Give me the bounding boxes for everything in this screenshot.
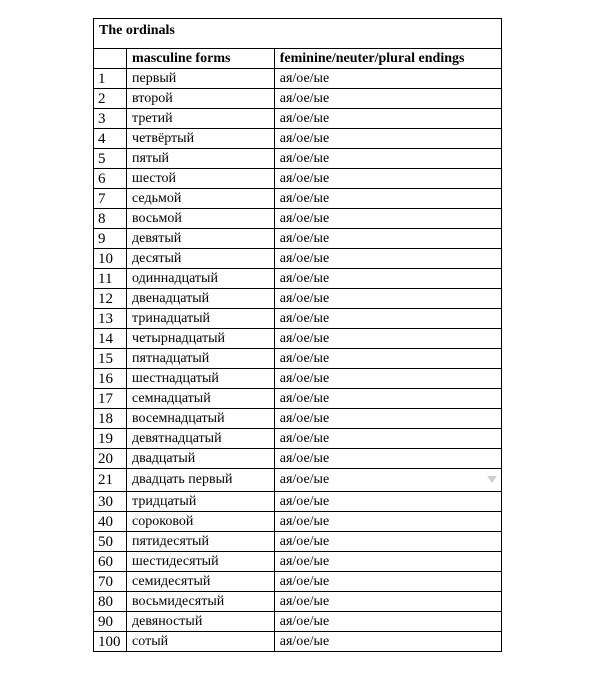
table-row bbox=[94, 492, 502, 512]
endings-cell bbox=[274, 269, 501, 289]
header-number bbox=[94, 49, 127, 69]
masculine-form: сороковой bbox=[127, 512, 275, 532]
endings-cell bbox=[274, 289, 501, 309]
table-row bbox=[94, 309, 502, 329]
endings-cell bbox=[274, 492, 501, 512]
table-row bbox=[94, 389, 502, 409]
endings-cell bbox=[274, 149, 501, 169]
masculine-form: девятнадцатый bbox=[127, 429, 275, 449]
endings-text: ая/ое/ые bbox=[279, 553, 330, 569]
endings-cell bbox=[274, 552, 501, 572]
masculine-form: пятый bbox=[127, 149, 275, 169]
table-row bbox=[94, 592, 502, 612]
endings-cell bbox=[274, 69, 501, 89]
masculine-form: двадцать первый bbox=[127, 469, 275, 492]
ordinal-number: 4 bbox=[94, 129, 127, 149]
endings-text: ая/ое/ые bbox=[279, 390, 330, 406]
endings-cell bbox=[274, 449, 501, 469]
masculine-form: двенадцатый bbox=[127, 289, 275, 309]
endings-text: ая/ое/ые bbox=[279, 513, 330, 529]
masculine-form: одиннадцатый bbox=[127, 269, 275, 289]
ordinal-number: 10 bbox=[94, 249, 127, 269]
masculine-form: второй bbox=[127, 89, 275, 109]
endings-cell bbox=[274, 369, 501, 389]
masculine-form: тридцатый bbox=[127, 492, 275, 512]
ordinal-number: 40 bbox=[94, 512, 127, 532]
masculine-form: четвёртый bbox=[127, 129, 275, 149]
masculine-form: четырнадцатый bbox=[127, 329, 275, 349]
table-row bbox=[94, 512, 502, 532]
masculine-form: шестнадцатый bbox=[127, 369, 275, 389]
masculine-form: шестидесятый bbox=[127, 552, 275, 572]
table-title-row bbox=[94, 19, 502, 49]
ordinal-number: 17 bbox=[94, 389, 127, 409]
table-row bbox=[94, 129, 502, 149]
table-row bbox=[94, 349, 502, 369]
endings-cell bbox=[274, 349, 501, 369]
endings-text: ая/ое/ые bbox=[279, 190, 330, 206]
ordinal-number: 2 bbox=[94, 89, 127, 109]
table-row bbox=[94, 612, 502, 632]
ordinal-number: 90 bbox=[94, 612, 127, 632]
endings-cell[interactable] bbox=[274, 469, 501, 492]
table-row bbox=[94, 189, 502, 209]
ordinal-number: 80 bbox=[94, 592, 127, 612]
table-row bbox=[94, 89, 502, 109]
endings-text: ая/ое/ые bbox=[279, 290, 330, 306]
table-row bbox=[94, 449, 502, 469]
ordinals-table bbox=[93, 18, 502, 652]
endings-cell bbox=[274, 572, 501, 592]
masculine-form: восьмидесятый bbox=[127, 592, 275, 612]
table-body bbox=[94, 69, 502, 652]
endings-cell bbox=[274, 229, 501, 249]
table-row bbox=[94, 69, 502, 89]
endings-cell bbox=[274, 189, 501, 209]
masculine-form: девятый bbox=[127, 229, 275, 249]
endings-cell bbox=[274, 309, 501, 329]
ordinal-number: 15 bbox=[94, 349, 127, 369]
masculine-form: седьмой bbox=[127, 189, 275, 209]
endings-text: ая/ое/ые bbox=[279, 330, 330, 346]
ordinal-number: 21 bbox=[94, 469, 127, 492]
table-row bbox=[94, 552, 502, 572]
endings-text: ая/ое/ые bbox=[279, 450, 330, 466]
endings-cell bbox=[274, 512, 501, 532]
ordinal-number: 18 bbox=[94, 409, 127, 429]
masculine-form: первый bbox=[127, 69, 275, 89]
table-row bbox=[94, 149, 502, 169]
ordinal-number: 5 bbox=[94, 149, 127, 169]
table-row bbox=[94, 289, 502, 309]
endings-text: ая/ое/ые bbox=[279, 150, 330, 166]
endings-text: ая/ое/ые bbox=[279, 493, 330, 509]
ordinal-number: 30 bbox=[94, 492, 127, 512]
table-header-row bbox=[94, 49, 502, 69]
ordinal-number: 100 bbox=[94, 632, 127, 652]
header-feminine-neuter-plural-endings: feminine/neuter/plural endings bbox=[274, 49, 501, 69]
ordinal-number: 16 bbox=[94, 369, 127, 389]
masculine-form: шестой bbox=[127, 169, 275, 189]
table-title: The ordinals bbox=[94, 19, 502, 49]
endings-cell bbox=[274, 612, 501, 632]
table-row bbox=[94, 169, 502, 189]
table-row bbox=[94, 632, 502, 652]
endings-text: ая/ое/ые bbox=[279, 270, 330, 286]
endings-cell bbox=[274, 249, 501, 269]
endings-cell bbox=[274, 129, 501, 149]
masculine-form: восьмой bbox=[127, 209, 275, 229]
header-masculine-forms: masculine forms bbox=[127, 49, 275, 69]
table-row bbox=[94, 429, 502, 449]
ordinal-number: 11 bbox=[94, 269, 127, 289]
masculine-form: десятый bbox=[127, 249, 275, 269]
masculine-form: семидесятый bbox=[127, 572, 275, 592]
masculine-form: тринадцатый bbox=[127, 309, 275, 329]
table-row bbox=[94, 572, 502, 592]
masculine-form: двадцатый bbox=[127, 449, 275, 469]
endings-text: ая/ое/ые bbox=[279, 310, 330, 326]
table-row bbox=[94, 532, 502, 552]
endings-cell bbox=[274, 429, 501, 449]
masculine-form: пятнадцатый bbox=[127, 349, 275, 369]
ordinal-number: 19 bbox=[94, 429, 127, 449]
endings-text: ая/ое/ые bbox=[279, 613, 330, 629]
ordinals-table-container bbox=[93, 18, 502, 652]
endings-text: ая/ое/ые bbox=[279, 110, 330, 126]
ordinal-number: 1 bbox=[94, 69, 127, 89]
table-row bbox=[94, 229, 502, 249]
table-row bbox=[94, 409, 502, 429]
ordinal-number: 3 bbox=[94, 109, 127, 129]
table-row bbox=[94, 209, 502, 229]
masculine-form: восемнадцатый bbox=[127, 409, 275, 429]
table-row bbox=[94, 329, 502, 349]
endings-text: ая/ое/ые bbox=[279, 593, 330, 609]
endings-cell bbox=[274, 209, 501, 229]
ordinal-number: 9 bbox=[94, 229, 127, 249]
ordinal-number: 70 bbox=[94, 572, 127, 592]
endings-cell bbox=[274, 409, 501, 429]
endings-text: ая/ое/ые bbox=[279, 170, 330, 186]
ordinal-number: 14 bbox=[94, 329, 127, 349]
ordinal-number: 13 bbox=[94, 309, 127, 329]
ordinal-number: 12 bbox=[94, 289, 127, 309]
table-row bbox=[94, 369, 502, 389]
masculine-form: сотый bbox=[127, 632, 275, 652]
ordinal-number: 60 bbox=[94, 552, 127, 572]
ordinal-number: 20 bbox=[94, 449, 127, 469]
endings-text: ая/ое/ые bbox=[279, 370, 330, 386]
endings-text: ая/ое/ые bbox=[279, 410, 330, 426]
endings-cell bbox=[274, 89, 501, 109]
ordinal-number: 50 bbox=[94, 532, 127, 552]
endings-cell bbox=[274, 109, 501, 129]
endings-cell bbox=[274, 389, 501, 409]
endings-cell bbox=[274, 169, 501, 189]
endings-text: ая/ое/ые bbox=[279, 70, 330, 86]
endings-cell bbox=[274, 592, 501, 612]
endings-cell bbox=[274, 329, 501, 349]
endings-text: ая/ое/ые bbox=[279, 90, 330, 106]
endings-text: ая/ое/ые bbox=[279, 472, 330, 487]
ordinal-number: 8 bbox=[94, 209, 127, 229]
endings-text: ая/ое/ые bbox=[279, 250, 330, 266]
endings-text: ая/ое/ые bbox=[279, 210, 330, 226]
endings-text: ая/ое/ые bbox=[279, 230, 330, 246]
endings-text: ая/ое/ые bbox=[279, 633, 330, 649]
endings-text: ая/ое/ые bbox=[279, 533, 330, 549]
table-row bbox=[94, 469, 502, 492]
endings-text: ая/ое/ые bbox=[279, 430, 330, 446]
ordinal-number: 6 bbox=[94, 169, 127, 189]
table-row bbox=[94, 249, 502, 269]
endings-text: ая/ое/ые bbox=[279, 350, 330, 366]
endings-cell bbox=[274, 632, 501, 652]
masculine-form: третий bbox=[127, 109, 275, 129]
table-row bbox=[94, 269, 502, 289]
ordinal-number: 7 bbox=[94, 189, 127, 209]
endings-text: ая/ое/ые bbox=[279, 130, 330, 146]
masculine-form: пятидесятый bbox=[127, 532, 275, 552]
endings-text: ая/ое/ые bbox=[279, 573, 330, 589]
masculine-form: девяностый bbox=[127, 612, 275, 632]
table-row bbox=[94, 109, 502, 129]
endings-cell bbox=[274, 532, 501, 552]
masculine-form: семнадцатый bbox=[127, 389, 275, 409]
chevron-down-icon[interactable] bbox=[487, 476, 497, 483]
